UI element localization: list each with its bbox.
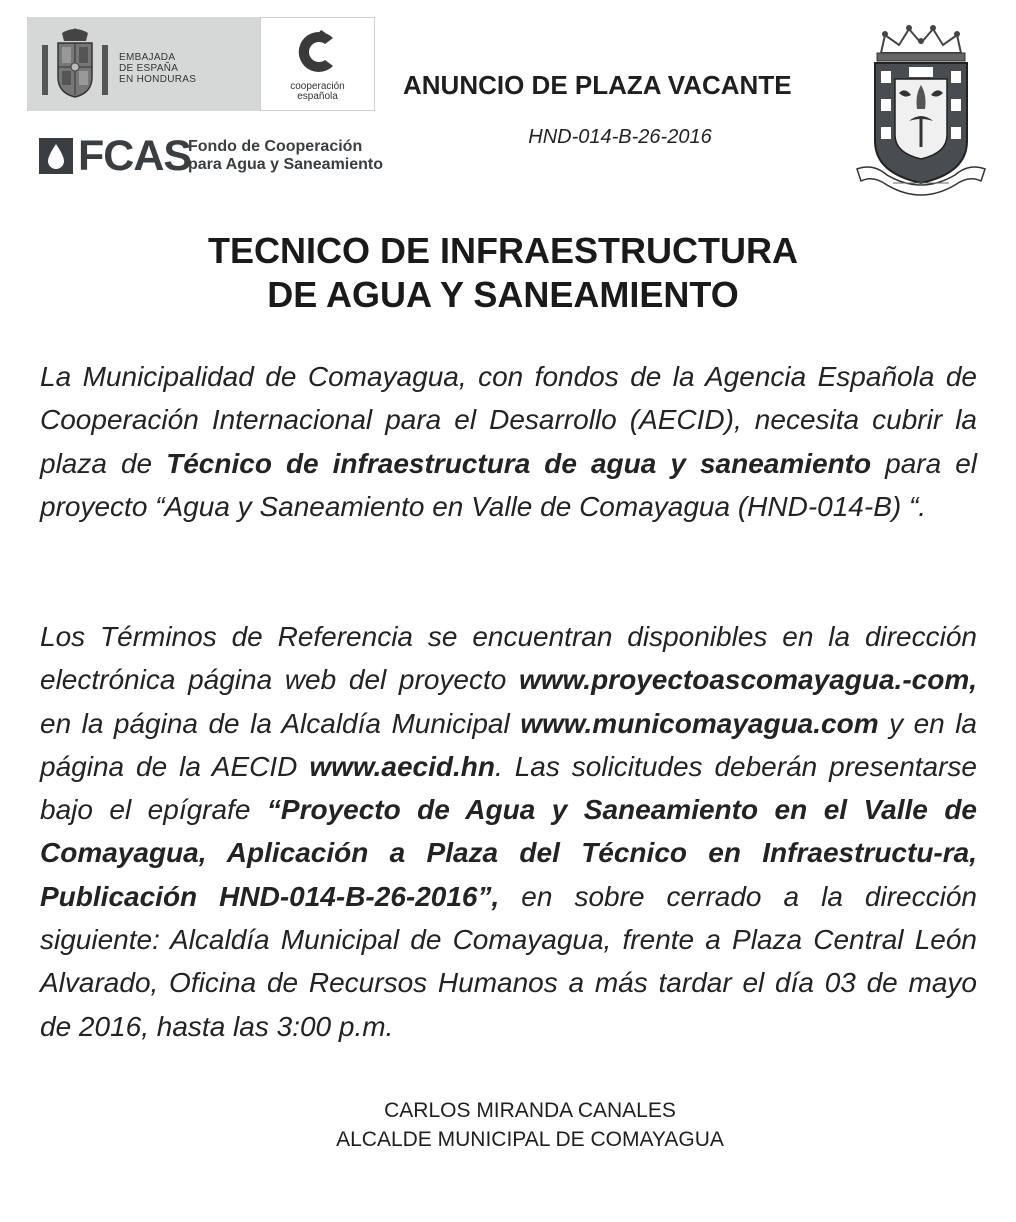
project-website-link[interactable]: www.proyectoascomayagua.-com, xyxy=(519,664,977,696)
fcas-subtitle xyxy=(188,138,383,174)
terms-text-1: Los Términos de Referencia se encuentran disponibles en la dirección electrónica página web del proyecto xyxy=(40,621,977,696)
signatory-name: CARLOS MIRANDA CANALES xyxy=(384,1099,676,1122)
cooperacion-espanola-logo-icon xyxy=(293,28,341,76)
terms-text-4: . Las solicitudes deberán presentarse bajo el epígrafe xyxy=(40,750,978,826)
embassy-line-2: DE ESPAÑA xyxy=(119,63,179,74)
cooperacion-line-2: española xyxy=(297,91,338,102)
embassy-line-3: EN HONDURAS xyxy=(119,74,197,85)
announcement-code: HND-014-B-26-2016 xyxy=(528,126,712,148)
cooperacion-text xyxy=(262,82,373,102)
embassy-line-1: EMBAJADA xyxy=(119,52,176,63)
terms-text-3: y en la página de la AECID xyxy=(40,707,978,782)
intro-text-1: La Municipalidad de Comayagua, con fondos de la Agencia Española de Cooperación Internacional para el Desarrollo (AECID), necesita cubrir la plaza de xyxy=(40,361,977,479)
paragraph-terms xyxy=(40,615,977,1048)
signatory-role: ALCALDE MUNICIPAL DE COMAYAGUA xyxy=(336,1128,724,1151)
aecid-website-link[interactable]: www.aecid.hn xyxy=(309,750,495,782)
application-epigraph: “Proyecto de Agua y Saneamiento en el Valle de Comayagua, Aplicación a Plaza del Técnico en Infraestructu-ra, Publicación HND-014-B-26-2016”, xyxy=(40,794,977,912)
announcement-heading: ANUNCIO DE PLAZA VACANTE xyxy=(403,70,792,100)
terms-text-2: en la página de la Alcaldía Municipal xyxy=(40,707,521,739)
intro-position-name: Técnico de infraestructura de agua y saneamiento xyxy=(166,447,872,479)
spain-coat-of-arms-icon xyxy=(40,27,110,102)
terms-text-5: en sobre cerrado a la dirección siguiente: Alcaldía Municipal de Comayagua, frente a Plaza Central León Alvarado, Oficina de Recursos Humanos a más tardar el día 03 de mayo de 2016, hasta las 3:00 p.m. xyxy=(40,880,977,1042)
job-title-line-2: DE AGUA Y SANEAMIENTO xyxy=(267,274,739,315)
intro-text-2: para el proyecto “Agua y Saneamiento en Valle de Comayagua (HND-014-B) “. xyxy=(40,447,977,522)
embassy-name xyxy=(119,52,196,85)
job-title xyxy=(0,229,1006,317)
fcas-subtitle-line-1: Fondo de Cooperación xyxy=(188,138,363,155)
paragraph-intro xyxy=(40,355,977,528)
cooperacion-line-1: cooperación xyxy=(290,81,345,92)
water-drop-icon xyxy=(39,138,73,174)
municipality-website-link[interactable]: www.municomayagua.com xyxy=(520,707,879,739)
fcas-subtitle-line-2: para Agua y Saneamiento xyxy=(188,156,384,173)
job-title-line-1: TECNICO DE INFRAESTRUCTURA xyxy=(208,230,798,271)
comayagua-coat-of-arms-icon xyxy=(853,23,989,199)
fcas-logo-text: FCAS xyxy=(78,132,192,180)
signature-block xyxy=(0,1096,1016,1154)
